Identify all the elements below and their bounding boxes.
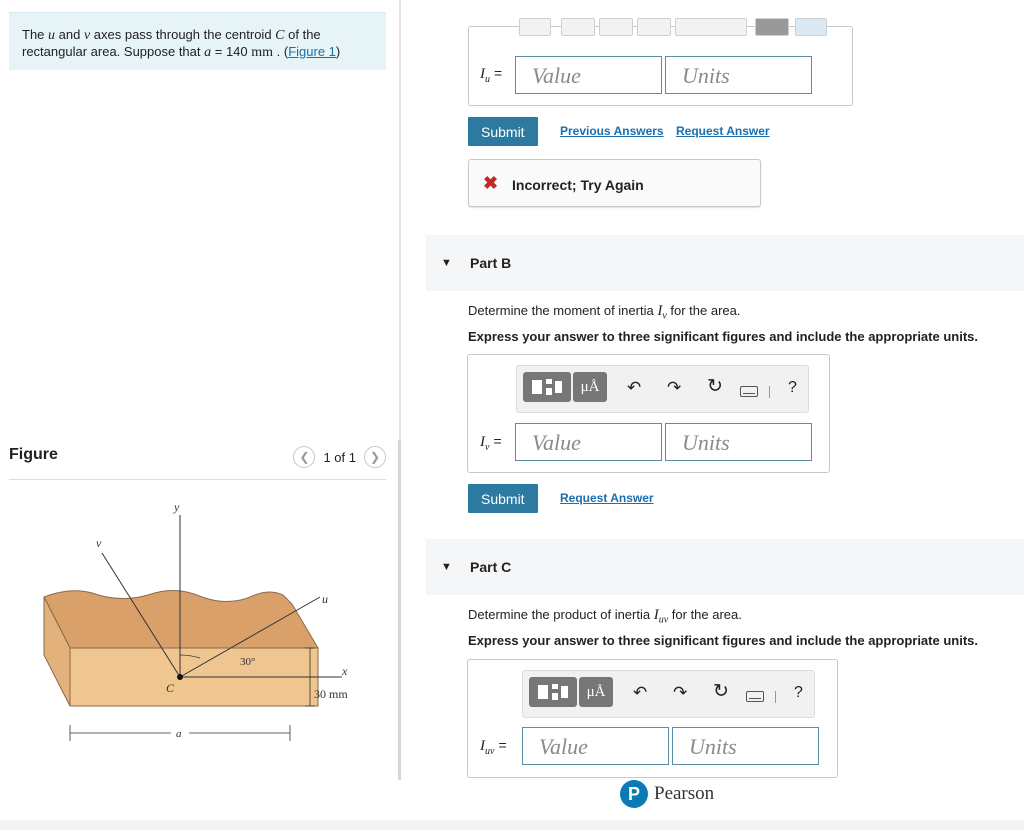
chevron-right-icon: ❯ [369,450,381,464]
part-a-value-input[interactable]: Value [515,56,662,94]
part-b-header[interactable] [426,235,1024,291]
question-var: I [653,607,659,623]
equals-sign: = [493,433,502,449]
label-x: x [342,664,348,678]
label-c: C [166,681,175,695]
redo-icon[interactable]: ↷ [673,683,688,702]
figure-diagram [30,495,370,755]
redo-icon[interactable]: ↷ [667,378,682,397]
part-c-title: Part C [470,559,512,575]
figure-link[interactable]: Figure 1 [288,44,336,59]
part-b-instruction: Express your answer to three significant figures and include the appropriate units. [468,329,978,344]
templates-button[interactable] [561,18,595,36]
undo-icon[interactable]: ↶ [627,378,642,397]
part-b-title: Part B [470,255,512,271]
label-u: u [322,592,328,606]
part-a-toolbar [515,18,827,38]
problem-var-v: v [83,28,91,43]
problem-var-u: u [48,28,56,43]
label-y: y [174,500,180,514]
part-c-instruction: Express your answer to three significant figures and include the appropriate units. [468,633,978,648]
part-a-variable-label [480,65,502,85]
question-var-subscript: v [662,310,667,322]
templates-button[interactable] [599,18,633,36]
fraction-template-icon [529,377,565,397]
question-var: I [657,303,663,319]
problem-pane [0,0,400,830]
templates-button[interactable] [755,18,789,36]
problem-text: The [22,27,49,42]
figure-page-indicator: 1 of 1 [323,449,356,465]
problem-text: of the rectangular area. Suppose that [22,27,321,59]
part-c-value-input[interactable]: Value [522,727,669,765]
figure-header [9,440,386,480]
problem-unit: mm [251,45,274,60]
toolbar-separator [775,691,776,703]
keyboard-icon[interactable] [740,386,758,397]
units-template-button[interactable]: μÅ [579,677,613,707]
part-b-variable-label [480,433,502,453]
chevron-left-icon: ❮ [299,450,310,464]
problem-var-a: a [204,45,212,60]
templates-button[interactable] [675,18,747,36]
part-c-variable-label [480,737,507,757]
help-icon[interactable]: ? [788,379,797,396]
plate-top-surface [44,590,318,648]
question-text: Determine the moment of inertia [468,303,658,318]
part-b-question [468,303,740,322]
part-a-submit-button[interactable]: Submit [468,117,538,146]
var-symbol: I [480,738,485,754]
keyboard-icon[interactable] [795,18,827,36]
figure-pager [293,446,386,468]
pearson-brand [620,780,714,808]
var-symbol: I [480,434,485,450]
collapse-triangle-icon: ▼ [441,561,452,573]
part-b-units-input[interactable]: Units [665,423,812,461]
units-template-button[interactable]: μÅ [573,372,607,402]
label-height: 30 mm [314,687,348,701]
part-b-toolbar [516,365,809,413]
templates-button[interactable] [637,18,671,36]
undo-icon[interactable]: ↶ [633,683,648,702]
previous-answers-link[interactable]: Previous Answers [560,124,664,138]
part-a-request-answer-link[interactable]: Request Answer [676,124,770,138]
problem-text: ) [335,44,341,59]
equals-sign: = [494,65,503,81]
problem-text: = 140 [211,44,252,59]
question-text: Determine the product of inertia [468,607,654,622]
feedback-incorrect [468,159,761,207]
problem-text: axes pass through the centroid [90,27,276,42]
var-subscript: uv [485,746,495,757]
question-var-subscript: uv [658,614,669,626]
collapse-triangle-icon: ▼ [441,257,452,269]
equals-sign: = [498,737,507,753]
var-subscript: u [485,74,490,85]
part-a-units-input[interactable]: Units [665,56,812,94]
templates-button[interactable] [523,372,571,402]
question-text: for the area. [666,303,741,318]
var-subscript: v [485,442,490,453]
part-b-value-input[interactable]: Value [515,423,662,461]
toolbar-separator [769,386,770,398]
templates-button[interactable] [529,677,577,707]
label-angle: 30° [240,656,256,668]
problem-text: . ( [273,44,289,59]
reset-icon[interactable]: ↻ [707,376,723,397]
help-icon[interactable]: ? [794,684,803,701]
problem-statement [9,12,386,70]
prev-figure-button[interactable] [293,446,315,468]
part-c-header[interactable] [426,539,1024,595]
reset-icon[interactable]: ↻ [713,681,729,702]
problem-var-c: C [275,28,285,43]
feedback-message: Incorrect; Try Again [512,177,644,193]
figure-title: Figure [9,446,58,463]
next-figure-button[interactable] [364,446,386,468]
part-c-question [468,607,742,626]
problem-text: and [55,27,84,42]
keyboard-icon[interactable] [746,691,764,702]
pane-resize-handle[interactable] [398,440,401,780]
pearson-logo: P [620,780,648,808]
centroid-dot [177,674,183,680]
part-c-toolbar [522,670,815,718]
part-b-request-answer-link[interactable]: Request Answer [560,491,654,505]
templates-button[interactable] [519,18,551,36]
question-text: for the area. [668,607,742,622]
error-x-icon: ✖ [483,173,499,193]
footer-strip [0,820,1024,830]
part-c-units-input[interactable]: Units [672,727,819,765]
var-symbol: I [480,66,485,82]
label-a: a [176,728,182,740]
label-v: v [96,536,102,550]
fraction-template-icon [535,682,571,702]
part-b-submit-button[interactable]: Submit [468,484,538,513]
pearson-wordmark: Pearson [654,783,715,804]
